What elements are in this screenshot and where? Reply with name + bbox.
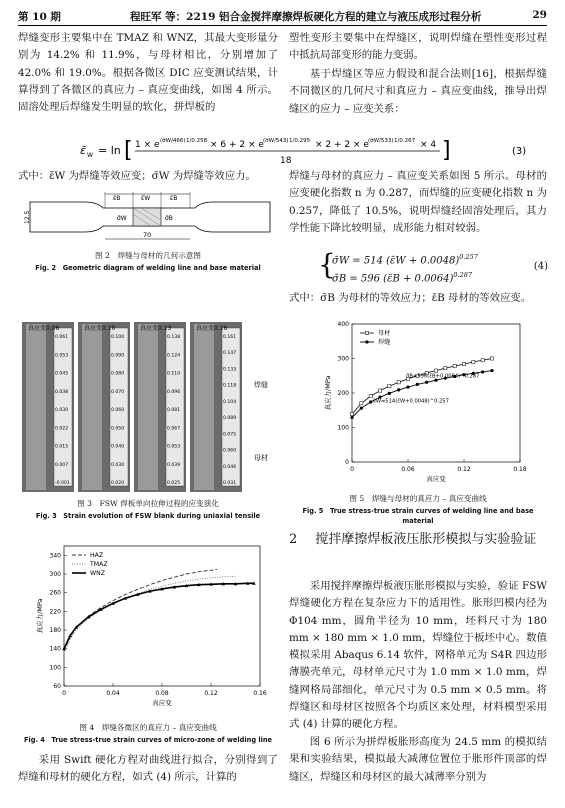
y-tick-label: 200 (337, 390, 349, 397)
eq4-line-2-exp: 0.287 (453, 271, 473, 279)
x-tick-label: 0.18 (513, 466, 527, 473)
fig5-annotation-weld: σ̄W=514(ε̄W+0.0048)^0.257 (372, 398, 449, 405)
fig3-scale-label: 0.124 (167, 353, 181, 359)
svg-text:(σ̄W/543): (σ̄W/543) (263, 138, 289, 144)
data-point (453, 364, 456, 367)
x-axis-label: 真应变 (426, 475, 446, 483)
fig3-scale-label: 0.100 (111, 335, 125, 340)
fig3-scale-label: 0.022 (55, 426, 69, 432)
fig5-annotation-base: σ̄B=596(ε̄B+0.0064)^0.287 (406, 373, 480, 380)
right-paragraph-4: 采用搅拌摩擦焊板液压胀形模拟与实验，验证 FSW 焊缝硬化方程在复杂应力下的适用性。胀形凹模内径为 Φ104 mm，圆角半径为 10 mm，坯料尺寸为 180 mm × 180 mm × 1.0 mm，焊缝位于板坯中心。数值模拟采用 Abaqus 6.14 软件，网格单元为 S4R 四边形薄膜壳单元，母材单元尺寸为 1.0 mm × 1.0 mm，焊缝网格局部细化，单元尺寸为 0.5 mm × 0.5 mm。将焊缝区和母材区按照各个均质区来处理，材料模型采用式 (4) 计算的硬化方程。 (289, 580, 547, 731)
fig3-scale-label: 0.053 (55, 353, 69, 359)
svg-text:1/0.267: 1/0.267 (394, 138, 416, 144)
data-point (397, 381, 400, 384)
figure-5-chart (320, 318, 530, 488)
fig2-eps-b-left: ε̄B (113, 195, 121, 202)
data-point (406, 386, 409, 389)
fig3-caption: 图 3 FSW 焊板单向拉伸过程的应变演化 (77, 499, 219, 508)
data-point (388, 385, 391, 388)
fig3-scale-label: 0.061 (55, 335, 69, 340)
fig3-scale-label: 0.046 (223, 464, 237, 470)
data-point (434, 369, 437, 372)
figure-4 (30, 540, 270, 715)
equation-3 (80, 135, 535, 167)
issue-number: 第 10 期 (18, 11, 61, 23)
equation-3-number: (3) (512, 146, 527, 157)
fig3-panel-title: 真应变0.10 (84, 325, 116, 332)
fig2-dim-12-5: 12.5 (24, 210, 31, 224)
x-axis-label: 真应变 (152, 699, 172, 707)
series-line (64, 569, 217, 651)
fig3-specimen (82, 324, 102, 490)
data-point (360, 407, 363, 410)
figure-2 (25, 190, 275, 245)
eq4-line-1-text: σ̄W = 514 (ε̄W + 0.0048) (332, 255, 460, 267)
fig3-scale-label: 0.081 (167, 408, 181, 413)
data-point (462, 362, 465, 365)
figure-2-diagram (25, 190, 275, 245)
fig3-scale-label: 0.075 (223, 432, 237, 438)
fig3-panel-title: 真应变0.13 (140, 325, 172, 332)
fig3-weld-label: 焊缝 (254, 381, 268, 389)
eq4-line-2-text: σ̄B = 596 (ε̄B + 0.0064) (332, 273, 454, 285)
fig4-caption: 图 4 焊缝各微区的真应力 – 真应变曲线 (79, 723, 217, 732)
eq4-line-1 (332, 250, 478, 268)
x-tick-label: 0.12 (457, 466, 471, 473)
fig3-scale-label: 0.045 (55, 371, 69, 377)
svg-text:W: W (87, 152, 93, 159)
svg-text:18: 18 (280, 156, 292, 166)
legend-label: 母材 (378, 330, 391, 337)
svg-text:1/0.295: 1/0.295 (289, 138, 311, 144)
fig3-scale-label: -0.001 (55, 481, 70, 486)
fig3-scale-label: 0.060 (223, 448, 237, 454)
legend-label: TMAZ (90, 561, 108, 568)
page-number: 29 (532, 9, 547, 21)
fig3-scale-label: 0.118 (223, 383, 237, 389)
data-point (490, 369, 493, 372)
fig3-caption-en: Fig. 3 Strain evolution of FSW blank during uniaxial tensile (35, 512, 261, 520)
page-header (18, 6, 547, 26)
x-tick-label: 0.06 (401, 466, 415, 473)
fig5-caption-en: Fig. 5 True stress-true strain curves of welding line and base material (302, 507, 534, 525)
data-point (350, 412, 353, 415)
y-tick-label: 400 (337, 321, 349, 328)
fig3-scale-label: 0.038 (55, 389, 69, 395)
legend-marker (365, 331, 368, 334)
x-tick-label: 0.12 (204, 690, 218, 697)
fig3-scale-label: 0.110 (167, 371, 181, 377)
right-paragraph-3: 焊缝与母材的真应力 – 真应变关系如图 5 所示。母材的应变硬化指数 n 为 0.287，而焊缝的应变硬化指数 n 为 0.257，降低了 10.5%，说明焊缝经固溶处理后，其力学性能下降比较明显，成形能力相对较弱。 (289, 170, 547, 234)
fig3-scale-label: 0.020 (111, 481, 125, 486)
svg-text:× 4: × 4 (420, 140, 437, 150)
section-title: 搅拌摩擦焊板液压胀形模拟与实验验证 (315, 532, 537, 547)
data-point (425, 381, 428, 384)
series-line (352, 359, 492, 415)
fig3-panel-title: 真应变0.16 (196, 325, 228, 332)
svg-text:= ln: = ln (98, 144, 121, 157)
data-point (481, 359, 484, 362)
data-point (388, 392, 391, 395)
right-paragraph-1: 塑性变形主要集中在焊缝区，说明焊缝在塑性变形过程中抵抗局部变形的能力变弱。 (289, 32, 547, 62)
y-tick-label: 300 (337, 355, 349, 363)
data-point (444, 367, 447, 370)
fig3-scale-label: 0.015 (55, 444, 69, 450)
y-axis-label: 真应力/MPa (36, 598, 44, 634)
y-tick-label: 300 (49, 571, 61, 578)
legend-label: HAZ (90, 552, 104, 559)
fig3-scale-label: 0.070 (111, 389, 125, 395)
fig3-scale-label: 0.060 (111, 408, 125, 413)
data-point (369, 395, 372, 398)
fig3-scale-label: 0.030 (55, 408, 69, 413)
data-point (360, 402, 363, 405)
fig3-scale-label: 0.025 (167, 481, 181, 486)
fig3-scale-label: 0.067 (167, 426, 181, 432)
fig3-scale-label: 0.080 (111, 371, 125, 377)
eq4-line-1-exp: 0.257 (459, 253, 478, 261)
y-tick-label: 100 (49, 664, 61, 672)
fig3-scale-label: 0.031 (223, 481, 237, 486)
fig2-caption-en: Fig. 2 Geometric diagram of welding line and base material (35, 264, 261, 272)
fig3-scale-label: 0.096 (167, 389, 181, 395)
fig2-eps-w: ε̄W (141, 195, 151, 202)
eq4-brace: { (318, 248, 336, 281)
svg-text:]: ] (442, 138, 451, 163)
equation-3-note (18, 168, 278, 185)
fig3-scale-label: 0.007 (55, 462, 69, 468)
running-title: 程旺军 等：2219 铝合金搅拌摩擦焊板硬化方程的建立与液压成形过程分析 (130, 11, 482, 23)
fig3-scale-label: 0.133 (223, 367, 237, 373)
fig5-caption: 图 5 焊缝与母材的真应力 – 真应变曲线 (349, 494, 487, 503)
data-point (378, 389, 381, 392)
svg-text:[: [ (124, 138, 133, 163)
fig2-sigma-b: σ̄B (165, 215, 173, 222)
data-point (350, 416, 353, 419)
fig2-sigma-w: σ̄W (117, 215, 127, 222)
figure-4-chart (30, 540, 270, 715)
y-tick-label: 180 (49, 627, 61, 634)
fig3-scale-label: 0.147 (223, 351, 237, 357)
x-tick-label: 0 (350, 466, 354, 473)
data-point (490, 357, 493, 360)
fig3-scale-label: 0.040 (111, 444, 125, 450)
svg-text:ε̄: ε̄ (80, 144, 86, 157)
fig3-scale-label: 0.104 (223, 399, 237, 405)
svg-text:1 × e: 1 × e (135, 140, 160, 150)
fig2-caption: 图 2 焊缝与母材的几何示意图 (95, 251, 201, 260)
legend-label: WNZ (90, 570, 105, 577)
fig3-specimen (138, 324, 158, 490)
y-tick-label: 220 (49, 608, 61, 616)
y-tick-label: 140 (49, 645, 61, 653)
y-tick-label: 340 (49, 552, 61, 560)
fig3-scale-label: 0.138 (167, 335, 181, 340)
fig3-specimen (26, 324, 46, 490)
y-tick-label: 0 (345, 459, 349, 466)
eq4-line-2 (332, 268, 472, 286)
fig3-panel-title: 真应变0.06 (28, 325, 60, 332)
legend-label: 焊缝 (378, 339, 391, 346)
legend-marker (365, 340, 368, 343)
fig3-scale-label: 0.039 (167, 462, 181, 468)
eq-note-label: 式中： (18, 170, 50, 182)
figure-3 (22, 312, 277, 495)
data-point (397, 388, 400, 391)
equation-4-number: (4) (533, 261, 548, 272)
x-tick-label: 0.04 (106, 690, 120, 697)
fig3-scale-label: 0.053 (167, 444, 181, 450)
svg-text:(σ̄W/466): (σ̄W/466) (160, 138, 186, 144)
fig2-dim-70: 70 (143, 231, 152, 239)
svg-text:× 2 + 2 × e: × 2 + 2 × e (315, 140, 369, 150)
equation-4-note: 式中：σ̄B 为母材的等效应力；ε̄B 母材的等效应变。 (289, 292, 532, 304)
fig3-scale-label: 0.050 (111, 426, 125, 432)
figure-3-graphic (22, 312, 277, 495)
fig3-scale-label: 0.030 (111, 462, 125, 468)
fig2-eps-b-right: ε̄B (170, 195, 178, 202)
section-number: 2 (289, 532, 298, 547)
eq-note-text: ε̄W 为焊缝等效应变；σ̄W 为焊缝等效应力。 (49, 170, 256, 182)
fig3-scale-label: 0.089 (223, 416, 237, 422)
right-paragraph-2: 基于焊缝区等应力假设和混合法则[16]，根据焊缝不同微区的几何尺寸和真应力 – 真应变曲线，推导出焊缝区的应力 – 应变关系： (289, 68, 547, 115)
equation-3-graphic (80, 135, 535, 167)
data-point (416, 383, 419, 386)
fig3-scale-label: 0.090 (111, 353, 125, 359)
left-paragraph-2: 采用 Swift 硬化方程对曲线进行拟合，分别得到了焊缝和母材的硬化方程，如式 (4) 所示，计算的 (18, 754, 278, 784)
right-paragraph-5: 图 6 所示为拼焊板胀形高度为 24.5 mm 的模拟结果和实验结果，模拟最大减薄位置位于胀形件顶部的焊缝区，焊缝区和母材区的最大减薄率分别为 (289, 736, 547, 783)
data-point (481, 370, 484, 373)
fig4-caption-en: Fig. 4 True stress-true strain curves of micro-zone of welding line (23, 736, 273, 744)
fig3-scale-label: 0.161 (223, 335, 237, 340)
y-tick-label: 260 (49, 589, 61, 597)
equation-4 (318, 248, 548, 288)
y-tick-label: 100 (337, 424, 349, 432)
data-point (472, 360, 475, 363)
y-tick-label: 60 (53, 683, 61, 690)
figure-5 (320, 318, 530, 488)
fig3-specimen (194, 324, 214, 490)
left-paragraph-1: 焊缝变形主要集中在 TMAZ 和 WNZ，其最大变形量分别为 14.2% 和 11.9%，与母材相比，分别增加了 42.0% 和 19.0%。根据各微区 DIC 应变测试结果，计算得到了各微区的真应力 – 真应变曲线，如图 4 所示。固溶处理后焊缝发生明显的软化，拼焊板的 (18, 32, 278, 114)
y-axis-label: 真应力/MPa (324, 375, 332, 411)
svg-text:× 6 + 2 × e: × 6 + 2 × e (210, 140, 264, 150)
x-tick-label: 0 (62, 690, 66, 697)
fig3-base-label: 母材 (254, 454, 268, 462)
svg-text:1/0.258: 1/0.258 (186, 138, 208, 144)
x-tick-label: 0.08 (155, 690, 169, 697)
section-2-heading (289, 530, 547, 550)
x-tick-label: 0.16 (253, 690, 267, 697)
svg-text:(σ̄W/533): (σ̄W/533) (368, 138, 394, 144)
